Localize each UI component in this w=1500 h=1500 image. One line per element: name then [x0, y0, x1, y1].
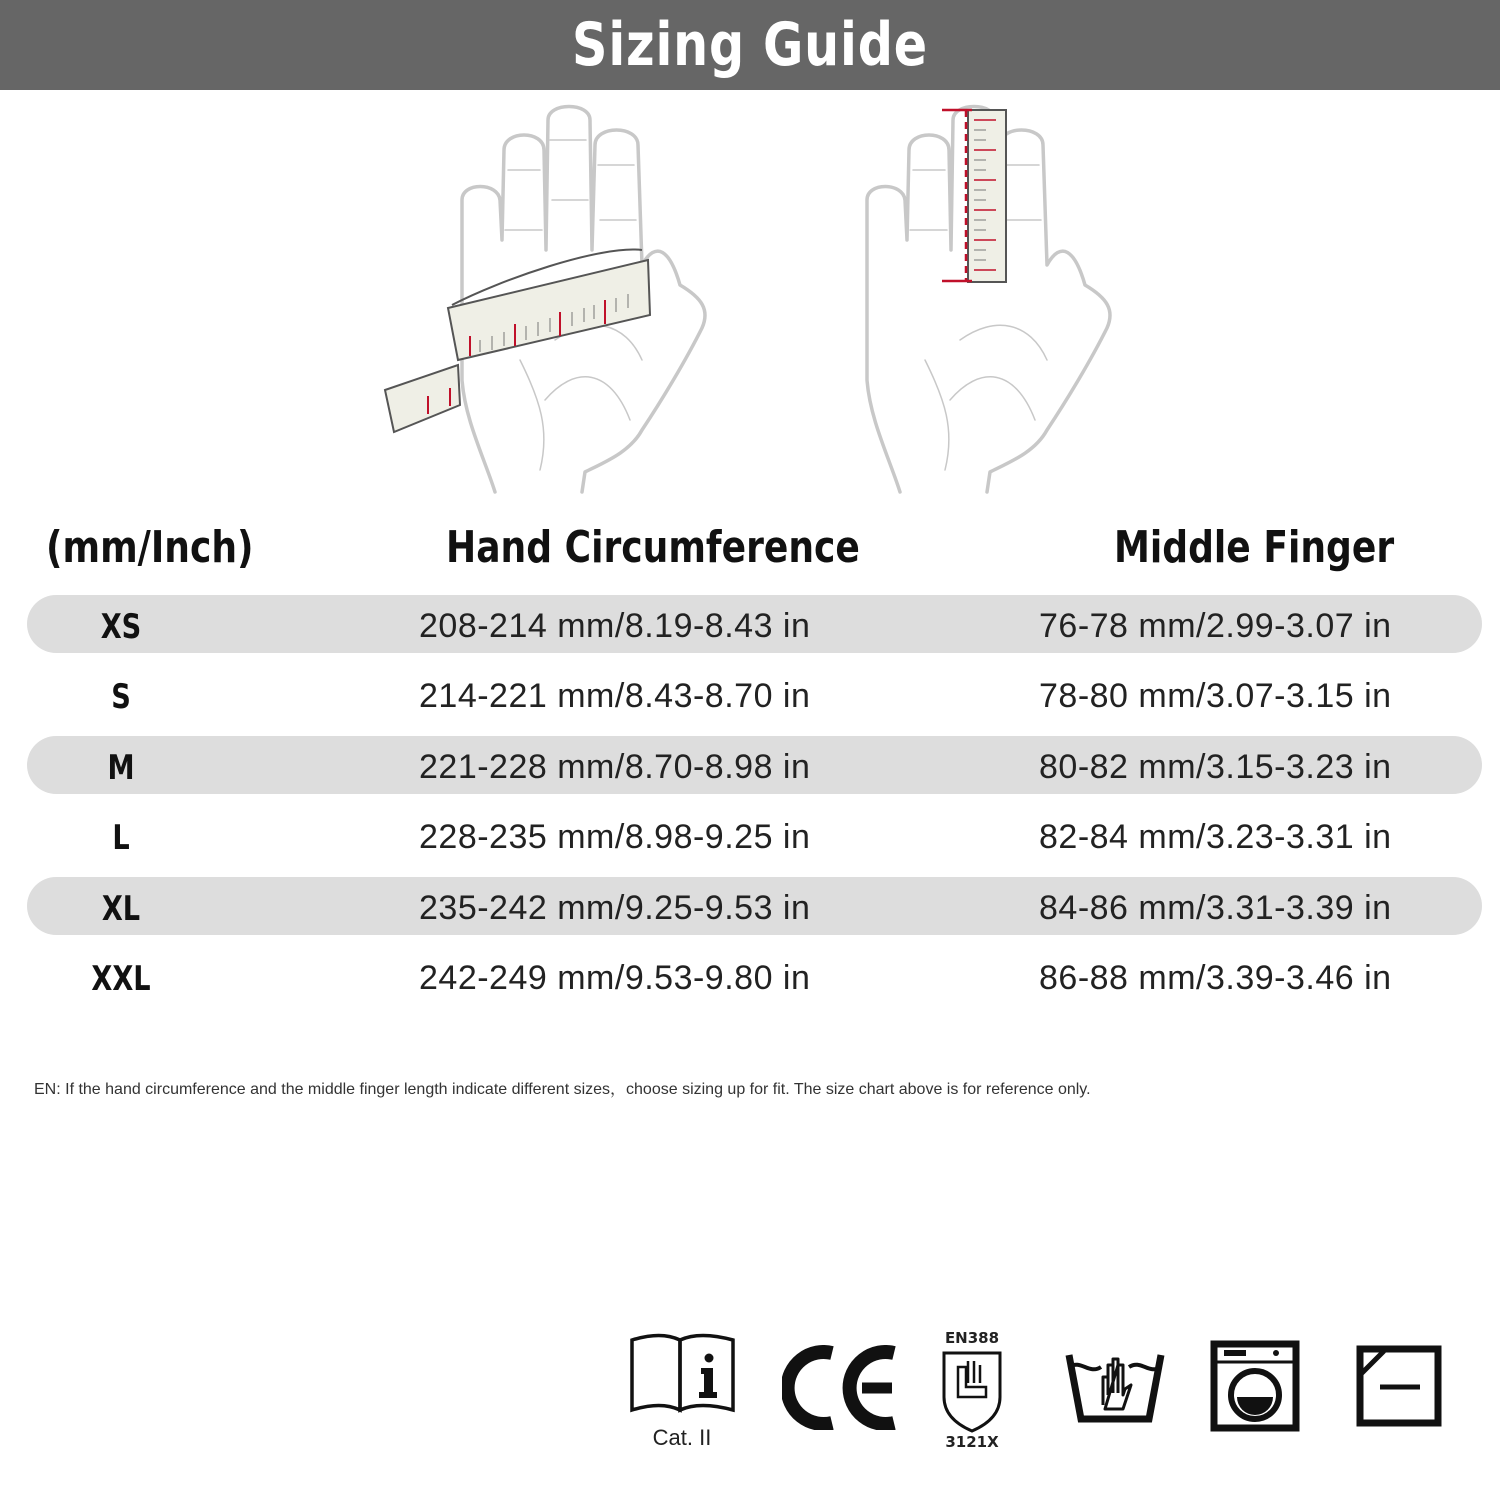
- middle-finger-value: 84-86 mm/3.31-3.39 in: [1039, 889, 1392, 927]
- dry-icon: [1356, 1345, 1442, 1427]
- unit-header: (mm/Inch): [46, 522, 254, 573]
- size-label: XS: [100, 607, 142, 647]
- table-row: [27, 665, 1482, 723]
- size-label: XXL: [91, 959, 151, 999]
- sizing-note: EN: If the hand circumference and the middle finger length indicate different sizes，choose sizing up for fit. The size chart above is for reference only.: [34, 1081, 1091, 1098]
- hand-circumference-value: 242-249 mm/9.53-9.80 in: [419, 959, 811, 997]
- hand-circumference-value: 228-235 mm/8.98-9.25 in: [419, 818, 811, 856]
- hand-wash-icon: [1065, 1345, 1165, 1425]
- size-label: S: [111, 677, 131, 717]
- table-row: [27, 877, 1482, 935]
- middle-finger-value: 76-78 mm/2.99-3.07 in: [1039, 607, 1392, 645]
- middle-finger-header: Middle Finger: [1114, 522, 1395, 573]
- en388-shield-icon: [932, 1327, 1012, 1452]
- middle-finger-value: 82-84 mm/3.23-3.31 in: [1039, 818, 1392, 856]
- certification-icons: [592, 1305, 1060, 1465]
- hand-circumference-header: Hand Circumference: [446, 522, 860, 573]
- manual-info-icon: [627, 1330, 737, 1455]
- table-row: [27, 806, 1482, 864]
- table-row: [27, 736, 1482, 794]
- middle-finger-value: 78-80 mm/3.07-3.15 in: [1039, 677, 1392, 715]
- middle-finger-value: 86-88 mm/3.39-3.46 in: [1039, 959, 1392, 997]
- table-row: [27, 595, 1482, 653]
- size-label: XL: [101, 889, 141, 929]
- cat-label: Cat. II: [652, 1425, 712, 1450]
- page-title: Sizing Guide: [572, 10, 928, 80]
- header-bar: [0, 0, 1500, 90]
- size-label: M: [107, 748, 135, 788]
- middle-finger-value: 80-82 mm/3.15-3.23 in: [1039, 748, 1392, 786]
- table-row: [27, 947, 1482, 1005]
- measuring-tape-icon: [385, 250, 650, 432]
- en388-title: EN388: [944, 1329, 1000, 1347]
- ce-mark-icon: [782, 1345, 902, 1430]
- hand-circumference-value: 221-228 mm/8.70-8.98 in: [419, 748, 811, 786]
- middle-finger-illustration: [860, 100, 1130, 500]
- hand-circumference-value: 235-242 mm/9.25-9.53 in: [419, 889, 811, 927]
- size-label: L: [112, 818, 130, 858]
- hand-circumference-value: 214-221 mm/8.43-8.70 in: [419, 677, 811, 715]
- hand-circumference-value: 208-214 mm/8.19-8.43 in: [419, 607, 811, 645]
- washing-machine-icon: [1210, 1340, 1300, 1432]
- hand-circumference-illustration: [380, 100, 720, 500]
- en388-code: 3121X: [945, 1433, 999, 1451]
